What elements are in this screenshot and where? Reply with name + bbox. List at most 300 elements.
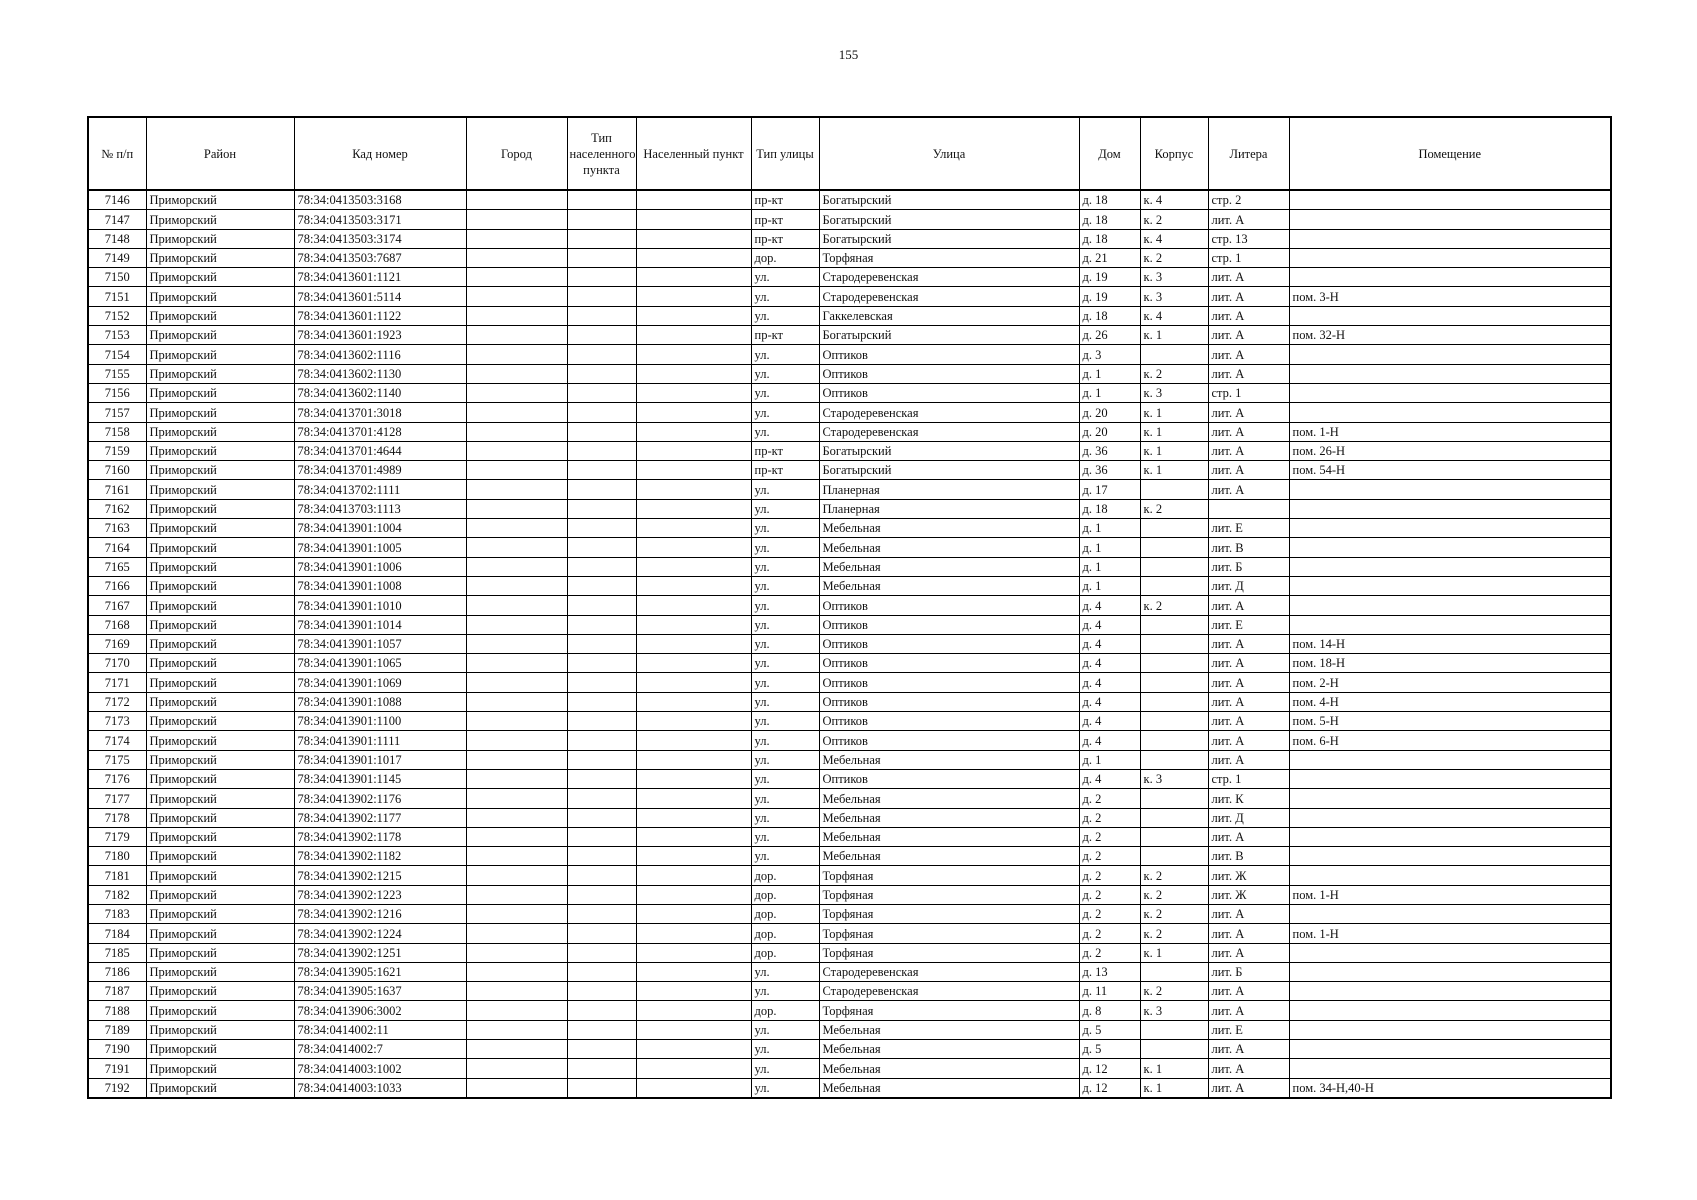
cell-district: Приморский	[146, 422, 294, 441]
cell-building: к. 2	[1140, 866, 1208, 885]
cell-letter: лит. А	[1208, 904, 1289, 923]
table-row	[88, 847, 1611, 866]
cell-district: Приморский	[146, 461, 294, 480]
cell-premises	[1289, 268, 1611, 287]
cell-street: Торфяная	[819, 943, 1079, 962]
cell-number: 7170	[88, 654, 146, 673]
cell-number: 7174	[88, 731, 146, 750]
cell-district: Приморский	[146, 499, 294, 518]
cell-settlement-type	[567, 943, 636, 962]
cell-building	[1140, 345, 1208, 364]
cell-street-type: ул.	[751, 422, 819, 441]
cell-house: д. 5	[1079, 1040, 1140, 1059]
cell-district: Приморский	[146, 692, 294, 711]
cell-house: д. 19	[1079, 287, 1140, 306]
cell-building: к. 1	[1140, 403, 1208, 422]
cell-settlement-type	[567, 827, 636, 846]
cell-street: Мебельная	[819, 538, 1079, 557]
col-header-district: Район	[146, 117, 294, 190]
cell-settlement-type	[567, 383, 636, 402]
table-row	[88, 287, 1611, 306]
cell-street: Мебельная	[819, 1059, 1079, 1078]
cell-house: д. 4	[1079, 692, 1140, 711]
cell-cadastral-number: 78:34:0413701:4128	[294, 422, 466, 441]
cell-settlement-type	[567, 576, 636, 595]
cell-number: 7157	[88, 403, 146, 422]
cell-letter: лит. А	[1208, 654, 1289, 673]
cell-street-type: пр-кт	[751, 229, 819, 248]
cell-city	[466, 519, 567, 538]
table-row	[88, 461, 1611, 480]
cell-cadastral-number: 78:34:0413901:1145	[294, 769, 466, 788]
cell-street-type: ул.	[751, 268, 819, 287]
cell-letter: лит. А	[1208, 326, 1289, 345]
cell-street-type: ул.	[751, 383, 819, 402]
cell-house: д. 18	[1079, 229, 1140, 248]
cell-building: к. 3	[1140, 287, 1208, 306]
cell-cadastral-number: 78:34:0413602:1116	[294, 345, 466, 364]
cell-district: Приморский	[146, 731, 294, 750]
cell-house: д. 1	[1079, 519, 1140, 538]
cell-street: Оптиков	[819, 634, 1079, 653]
cell-street-type: ул.	[751, 306, 819, 325]
cell-district: Приморский	[146, 383, 294, 402]
cell-cadastral-number: 78:34:0413902:1251	[294, 943, 466, 962]
cell-premises	[1289, 364, 1611, 383]
cell-house: д. 18	[1079, 210, 1140, 229]
cell-cadastral-number: 78:34:0413901:1088	[294, 692, 466, 711]
cell-district: Приморский	[146, 345, 294, 364]
table-row	[88, 480, 1611, 499]
cell-cadastral-number: 78:34:0413901:1004	[294, 519, 466, 538]
cell-building: к. 2	[1140, 210, 1208, 229]
cell-number: 7155	[88, 364, 146, 383]
cell-settlement	[636, 1078, 751, 1098]
cell-number: 7177	[88, 789, 146, 808]
table-row	[88, 982, 1611, 1001]
cell-cadastral-number: 78:34:0413902:1177	[294, 808, 466, 827]
cell-letter: лит. Д	[1208, 576, 1289, 595]
cell-house: д. 12	[1079, 1078, 1140, 1098]
table-row	[88, 808, 1611, 827]
cell-letter: стр. 2	[1208, 190, 1289, 210]
cell-house: д. 2	[1079, 789, 1140, 808]
cell-number: 7158	[88, 422, 146, 441]
cell-house: д. 1	[1079, 557, 1140, 576]
cell-street: Торфяная	[819, 866, 1079, 885]
cell-district: Приморский	[146, 808, 294, 827]
cell-street-type: ул.	[751, 1059, 819, 1078]
cell-street-type: ул.	[751, 519, 819, 538]
cell-street-type: ул.	[751, 789, 819, 808]
cell-cadastral-number: 78:34:0413601:5114	[294, 287, 466, 306]
cell-number: 7186	[88, 962, 146, 981]
cell-building: к. 1	[1140, 422, 1208, 441]
cell-building	[1140, 692, 1208, 711]
cell-city	[466, 615, 567, 634]
cell-building: к. 4	[1140, 229, 1208, 248]
cell-building: к. 2	[1140, 885, 1208, 904]
cell-settlement-type	[567, 248, 636, 267]
cell-settlement	[636, 673, 751, 692]
cell-street: Богатырский	[819, 326, 1079, 345]
cell-premises	[1289, 1059, 1611, 1078]
cell-cadastral-number: 78:34:0413902:1224	[294, 924, 466, 943]
cell-building: к. 1	[1140, 326, 1208, 345]
cell-premises	[1289, 866, 1611, 885]
cell-number: 7179	[88, 827, 146, 846]
cell-settlement	[636, 769, 751, 788]
cell-city	[466, 596, 567, 615]
cell-letter: лит. А	[1208, 827, 1289, 846]
cell-cadastral-number: 78:34:0413701:3018	[294, 403, 466, 422]
cell-number: 7167	[88, 596, 146, 615]
cell-settlement-type	[567, 1078, 636, 1098]
cell-street-type: ул.	[751, 538, 819, 557]
cell-street-type: ул.	[751, 634, 819, 653]
cell-settlement-type	[567, 904, 636, 923]
cell-cadastral-number: 78:34:0413703:1113	[294, 499, 466, 518]
cell-street-type: ул.	[751, 345, 819, 364]
cell-settlement-type	[567, 982, 636, 1001]
cell-letter: лит. Ж	[1208, 866, 1289, 885]
cell-building: к. 3	[1140, 1001, 1208, 1020]
cell-street: Мебельная	[819, 519, 1079, 538]
cell-building	[1140, 962, 1208, 981]
cell-city	[466, 557, 567, 576]
cell-letter: лит. Е	[1208, 1020, 1289, 1039]
cell-street-type: ул.	[751, 847, 819, 866]
cell-premises	[1289, 808, 1611, 827]
cell-settlement	[636, 885, 751, 904]
cell-premises: пом. 6-Н	[1289, 731, 1611, 750]
cell-district: Приморский	[146, 982, 294, 1001]
cell-letter: лит. В	[1208, 847, 1289, 866]
cell-district: Приморский	[146, 1040, 294, 1059]
cell-number: 7175	[88, 750, 146, 769]
cell-street-type: ул.	[751, 673, 819, 692]
table-row	[88, 576, 1611, 595]
cell-district: Приморский	[146, 789, 294, 808]
table-row	[88, 345, 1611, 364]
cell-settlement	[636, 383, 751, 402]
cell-settlement	[636, 268, 751, 287]
table-row	[88, 634, 1611, 653]
cell-cadastral-number: 78:34:0413901:1057	[294, 634, 466, 653]
table-row	[88, 364, 1611, 383]
cell-letter: лит. А	[1208, 924, 1289, 943]
cell-letter: лит. А	[1208, 712, 1289, 731]
cell-house: д. 2	[1079, 943, 1140, 962]
cell-street-type: ул.	[751, 769, 819, 788]
cell-street: Мебельная	[819, 789, 1079, 808]
cell-settlement	[636, 924, 751, 943]
cell-settlement	[636, 731, 751, 750]
cell-street-type: ул.	[751, 364, 819, 383]
cell-letter: лит. А	[1208, 1078, 1289, 1098]
cell-street-type: ул.	[751, 499, 819, 518]
cell-cadastral-number: 78:34:0413905:1637	[294, 982, 466, 1001]
cell-letter: лит. Д	[1208, 808, 1289, 827]
cell-house: д. 2	[1079, 847, 1140, 866]
cell-cadastral-number: 78:34:0413901:1100	[294, 712, 466, 731]
cell-city	[466, 190, 567, 210]
cell-number: 7181	[88, 866, 146, 885]
cell-house: д. 12	[1079, 1059, 1140, 1078]
cell-district: Приморский	[146, 576, 294, 595]
table-row	[88, 712, 1611, 731]
cell-number: 7173	[88, 712, 146, 731]
cell-district: Приморский	[146, 596, 294, 615]
cell-cadastral-number: 78:34:0413902:1215	[294, 866, 466, 885]
cell-street: Оптиков	[819, 731, 1079, 750]
cell-house: д. 2	[1079, 827, 1140, 846]
cell-cadastral-number: 78:34:0413601:1122	[294, 306, 466, 325]
cell-city	[466, 654, 567, 673]
cell-settlement-type	[567, 750, 636, 769]
cell-premises	[1289, 596, 1611, 615]
cell-number: 7183	[88, 904, 146, 923]
col-header-settlement-type: Тип населенного пункта	[567, 117, 636, 190]
cell-street: Мебельная	[819, 557, 1079, 576]
cell-building	[1140, 654, 1208, 673]
cell-city	[466, 924, 567, 943]
cell-street: Мебельная	[819, 1020, 1079, 1039]
cell-street: Мебельная	[819, 808, 1079, 827]
cell-premises	[1289, 519, 1611, 538]
cell-settlement	[636, 461, 751, 480]
cell-street-type: ул.	[751, 654, 819, 673]
table-body	[88, 190, 1611, 1098]
cell-street: Торфяная	[819, 924, 1079, 943]
cell-street: Оптиков	[819, 673, 1079, 692]
cell-settlement	[636, 827, 751, 846]
cell-city	[466, 576, 567, 595]
cell-street: Мебельная	[819, 1040, 1079, 1059]
cell-premises	[1289, 827, 1611, 846]
table-row	[88, 673, 1611, 692]
cell-district: Приморский	[146, 904, 294, 923]
cell-settlement-type	[567, 866, 636, 885]
cell-letter: лит. А	[1208, 480, 1289, 499]
cell-number: 7166	[88, 576, 146, 595]
cell-settlement-type	[567, 634, 636, 653]
cell-building: к. 1	[1140, 441, 1208, 460]
cell-building: к. 1	[1140, 461, 1208, 480]
cell-settlement-type	[567, 654, 636, 673]
cell-letter: лит. А	[1208, 750, 1289, 769]
cell-number: 7156	[88, 383, 146, 402]
cell-building	[1140, 712, 1208, 731]
cell-street-type: дор.	[751, 904, 819, 923]
cell-street: Богатырский	[819, 210, 1079, 229]
cell-house: д. 2	[1079, 808, 1140, 827]
col-header-number: № п/п	[88, 117, 146, 190]
cell-premises	[1289, 403, 1611, 422]
cell-letter: лит. А	[1208, 692, 1289, 711]
cell-street: Стародеревенская	[819, 422, 1079, 441]
cell-settlement-type	[567, 1020, 636, 1039]
table-row	[88, 962, 1611, 981]
cell-house: д. 18	[1079, 190, 1140, 210]
cell-city	[466, 789, 567, 808]
cell-street: Богатырский	[819, 441, 1079, 460]
cell-house: д. 20	[1079, 403, 1140, 422]
cell-settlement-type	[567, 538, 636, 557]
cell-street-type: дор.	[751, 248, 819, 267]
cell-premises: пом. 1-Н	[1289, 885, 1611, 904]
cell-district: Приморский	[146, 962, 294, 981]
cell-building: к. 2	[1140, 364, 1208, 383]
cell-house: д. 4	[1079, 769, 1140, 788]
cell-house: д. 1	[1079, 576, 1140, 595]
cell-city	[466, 769, 567, 788]
cell-number: 7182	[88, 885, 146, 904]
cell-street: Богатырский	[819, 190, 1079, 210]
cell-street: Торфяная	[819, 248, 1079, 267]
cell-letter: стр. 1	[1208, 383, 1289, 402]
cell-street: Оптиков	[819, 712, 1079, 731]
cell-letter: лит. А	[1208, 461, 1289, 480]
cell-premises	[1289, 480, 1611, 499]
cell-settlement	[636, 615, 751, 634]
cell-number: 7159	[88, 441, 146, 460]
cell-settlement	[636, 364, 751, 383]
cell-premises: пом. 34-Н,40-Н	[1289, 1078, 1611, 1098]
cell-house: д. 2	[1079, 885, 1140, 904]
table-row	[88, 326, 1611, 345]
cell-settlement-type	[567, 480, 636, 499]
cell-premises	[1289, 499, 1611, 518]
cell-street-type: ул.	[751, 731, 819, 750]
cell-settlement-type	[567, 692, 636, 711]
table-row	[88, 383, 1611, 402]
cell-number: 7172	[88, 692, 146, 711]
cell-city	[466, 904, 567, 923]
table-row	[88, 827, 1611, 846]
table-header-row	[88, 117, 1611, 190]
col-header-street-type: Тип улицы	[751, 117, 819, 190]
cell-settlement	[636, 190, 751, 210]
cell-premises	[1289, 904, 1611, 923]
cell-premises: пом. 1-Н	[1289, 422, 1611, 441]
cell-building	[1140, 673, 1208, 692]
cell-street-type: пр-кт	[751, 190, 819, 210]
cell-house: д. 4	[1079, 634, 1140, 653]
cell-number: 7189	[88, 1020, 146, 1039]
cell-street-type: ул.	[751, 982, 819, 1001]
cell-settlement-type	[567, 287, 636, 306]
cell-building	[1140, 847, 1208, 866]
cell-letter: лит. А	[1208, 943, 1289, 962]
cell-settlement	[636, 538, 751, 557]
cell-premises	[1289, 538, 1611, 557]
cell-city	[466, 499, 567, 518]
cell-letter: лит. Б	[1208, 557, 1289, 576]
table-row	[88, 596, 1611, 615]
cell-city	[466, 1078, 567, 1098]
cell-building	[1140, 827, 1208, 846]
cell-street: Мебельная	[819, 827, 1079, 846]
cell-cadastral-number: 78:34:0413602:1140	[294, 383, 466, 402]
cell-city	[466, 943, 567, 962]
cell-street: Гаккелевская	[819, 306, 1079, 325]
cell-settlement-type	[567, 924, 636, 943]
cell-letter: стр. 1	[1208, 248, 1289, 267]
cell-settlement-type	[567, 1040, 636, 1059]
cell-city	[466, 326, 567, 345]
cell-letter: лит. А	[1208, 1059, 1289, 1078]
cell-settlement-type	[567, 731, 636, 750]
cell-building	[1140, 789, 1208, 808]
table-row	[88, 866, 1611, 885]
table-row	[88, 306, 1611, 325]
col-header-premises: Помещение	[1289, 117, 1611, 190]
cell-settlement	[636, 962, 751, 981]
cell-settlement-type	[567, 847, 636, 866]
cell-cadastral-number: 78:34:0413902:1182	[294, 847, 466, 866]
cell-cadastral-number: 78:34:0413901:1008	[294, 576, 466, 595]
cell-street: Оптиков	[819, 345, 1079, 364]
cell-district: Приморский	[146, 943, 294, 962]
cell-house: д. 8	[1079, 1001, 1140, 1020]
cell-district: Приморский	[146, 1078, 294, 1098]
cell-street: Стародеревенская	[819, 268, 1079, 287]
cell-building: к. 2	[1140, 924, 1208, 943]
cell-building: к. 3	[1140, 268, 1208, 287]
cell-number: 7190	[88, 1040, 146, 1059]
table-row	[88, 210, 1611, 229]
cell-settlement-type	[567, 190, 636, 210]
table-row	[88, 441, 1611, 460]
cell-cadastral-number: 78:34:0413902:1178	[294, 827, 466, 846]
cell-letter: лит. А	[1208, 731, 1289, 750]
cell-district: Приморский	[146, 769, 294, 788]
cell-letter: лит. А	[1208, 982, 1289, 1001]
cell-house: д. 18	[1079, 306, 1140, 325]
cell-settlement-type	[567, 461, 636, 480]
cell-letter: лит. А	[1208, 403, 1289, 422]
cell-street-type: ул.	[751, 1078, 819, 1098]
cell-city	[466, 248, 567, 267]
cell-city	[466, 885, 567, 904]
cell-city	[466, 847, 567, 866]
col-header-building: Корпус	[1140, 117, 1208, 190]
table-row	[88, 1078, 1611, 1098]
cell-premises	[1289, 210, 1611, 229]
cell-house: д. 1	[1079, 364, 1140, 383]
cell-building: к. 3	[1140, 769, 1208, 788]
cell-premises	[1289, 847, 1611, 866]
cell-settlement-type	[567, 403, 636, 422]
cell-building	[1140, 538, 1208, 557]
cell-number: 7160	[88, 461, 146, 480]
cell-city	[466, 229, 567, 248]
cell-number: 7192	[88, 1078, 146, 1098]
cell-letter: стр. 1	[1208, 769, 1289, 788]
cell-district: Приморский	[146, 519, 294, 538]
cell-letter: лит. А	[1208, 673, 1289, 692]
table-row	[88, 538, 1611, 557]
cell-number: 7191	[88, 1059, 146, 1078]
cell-premises: пом. 32-Н	[1289, 326, 1611, 345]
cell-building	[1140, 557, 1208, 576]
cell-house: д. 18	[1079, 499, 1140, 518]
cell-settlement-type	[567, 364, 636, 383]
cell-city	[466, 634, 567, 653]
cell-settlement-type	[567, 268, 636, 287]
cell-district: Приморский	[146, 403, 294, 422]
